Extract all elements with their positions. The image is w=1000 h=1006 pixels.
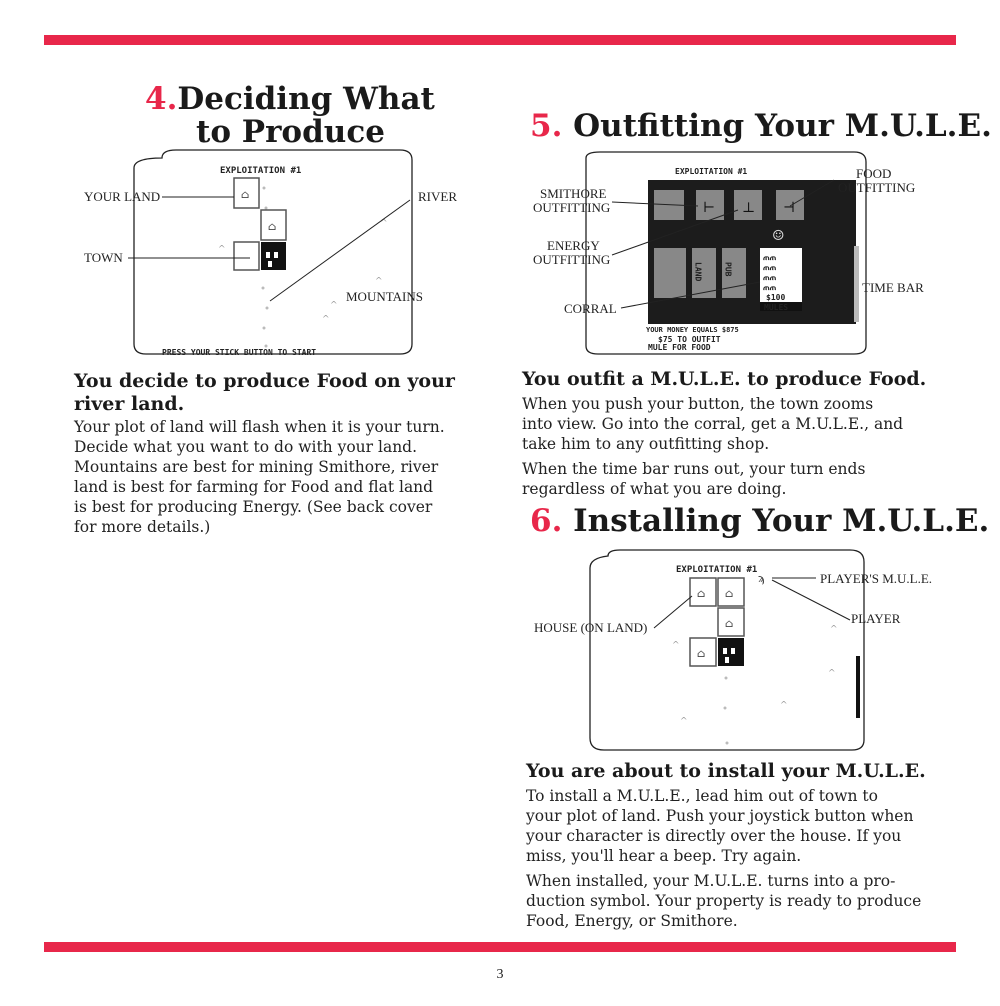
label-smithore: SMITHORE <box>540 186 607 201</box>
bottom-rule <box>44 942 956 952</box>
section-5-subheading: You outfit a M.U.L.E. to produce Food. <box>522 368 927 390</box>
body-line: To install a M.U.L.E., lead him out of town to <box>526 787 878 805</box>
screen-outfitting-header: EXPLOITATION #1 <box>675 167 748 176</box>
land-shop-label: LAND <box>693 262 703 282</box>
body-line: Decide what you want to do with your land. <box>74 438 418 456</box>
player-icon: ☺ <box>772 228 785 244</box>
house-icon: ⌂ <box>241 188 250 201</box>
label-time-bar: TIME BAR <box>862 280 924 295</box>
house-icon: ⌂ <box>697 647 706 660</box>
label-town: TOWN <box>84 250 123 265</box>
section-5-para2 <box>522 459 942 499</box>
screen-deciding-header: EXPLOITATION #1 <box>220 166 302 176</box>
section-4-title-line2: to Produce <box>196 114 385 150</box>
outfitting-labels <box>520 150 940 360</box>
body-line: When the time bar runs out, your turn ends <box>522 460 866 478</box>
section-6-title-text: Installing Your M.U.L.E. <box>573 503 990 539</box>
section-5-title <box>530 108 992 144</box>
body-line: take him to any outfitting shop. <box>522 435 770 453</box>
pub-label: PUB <box>723 262 733 277</box>
deciding-labels <box>0 148 470 360</box>
body-line: Mountains are best for mining Smithore, river <box>74 458 439 476</box>
body-line: Food, Energy, or Smithore. <box>526 912 738 930</box>
screen-money: YOUR MONEY EQUALS $875 <box>646 326 739 334</box>
label-your-land: YOUR LAND <box>84 189 161 204</box>
section-6-title <box>530 503 990 539</box>
svg-text:^: ^ <box>828 669 836 679</box>
smithore-icon: ⊢ <box>703 200 716 216</box>
section-4-body <box>74 417 474 537</box>
corral-price: $100 <box>766 293 786 302</box>
svg-text:^: ^ <box>780 701 788 711</box>
section-6-body <box>526 786 946 936</box>
label-player: PLAYER <box>851 611 901 626</box>
body-line: your plot of land. Push your joystick button when <box>526 807 914 825</box>
label-players-mule: PLAYER'S M.U.L.E. <box>820 571 933 586</box>
section-6-para1 <box>526 786 946 866</box>
food-icon: ⊣ <box>783 200 796 216</box>
body-line: regardless of what you are doing. <box>522 480 787 498</box>
energy-icon: ⊥ <box>742 200 756 216</box>
house-icon: ⌂ <box>725 587 734 600</box>
label-energy-outfitting: OUTFITTING <box>533 252 611 267</box>
label-food-outfitting: OUTFITTING <box>838 180 916 195</box>
svg-text:^: ^ <box>218 245 226 255</box>
svg-text:ጠጠ: ጠጠ <box>763 273 777 282</box>
section-4-number: 4. <box>145 81 178 117</box>
page-number: 3 <box>496 967 504 982</box>
house-icon: ⌂ <box>268 220 277 233</box>
svg-text:^: ^ <box>330 301 338 311</box>
body-line: your character is directly over the house. If you <box>526 827 902 845</box>
top-rule <box>44 35 956 45</box>
svg-text:ጠጠ: ጠጠ <box>763 263 777 272</box>
svg-text:^: ^ <box>672 641 680 651</box>
section-5-para1 <box>522 394 942 454</box>
section-5-title-text: Outfitting Your M.U.L.E. <box>573 108 992 144</box>
screen-mule-food: MULE FOR FOOD <box>648 343 711 352</box>
label-corral: CORRAL <box>564 301 617 316</box>
section-4-title <box>145 81 435 117</box>
svg-text:ጠጠ: ጠጠ <box>763 253 777 262</box>
label-house: HOUSE (ON LAND) <box>534 620 648 635</box>
screen-installing-header: EXPLOITATION #1 <box>676 565 758 575</box>
svg-text:^: ^ <box>322 315 330 325</box>
players-mule-icon: ϡ <box>758 572 765 585</box>
body-line: When installed, your M.U.L.E. turns into a pro- <box>526 872 896 890</box>
corral-mules-label: MULES <box>764 303 789 312</box>
label-energy: ENERGY <box>547 238 600 253</box>
subheading-line: river land. <box>74 393 185 415</box>
section-6-para2 <box>526 871 946 931</box>
svg-text:ጠጠ: ጠጠ <box>763 283 777 292</box>
installing-labels <box>520 548 940 756</box>
label-smithore-outfitting: OUTFITTING <box>533 200 611 215</box>
section-6-number: 6. <box>530 503 563 539</box>
svg-text:^: ^ <box>375 277 383 287</box>
subheading-line: You decide to produce Food on your <box>74 370 455 392</box>
label-river: RIVER <box>418 189 457 204</box>
section-6-subheading: You are about to install your M.U.L.E. <box>526 760 926 782</box>
section-5-body <box>522 394 942 504</box>
body-line: into view. Go into the corral, get a M.U.L.E., and <box>522 415 904 433</box>
section-4-title-line1: Deciding What <box>177 81 435 117</box>
body-line: miss, you'll hear a beep. Try again. <box>526 847 802 865</box>
body-line: for more details.) <box>74 518 211 536</box>
house-icon: ⌂ <box>725 617 734 630</box>
label-mountains: MOUNTAINS <box>346 289 423 304</box>
body-line: When you push your button, the town zooms <box>522 395 874 413</box>
section-4-subheading <box>74 370 455 416</box>
section-5-number: 5. <box>530 108 563 144</box>
house-icon: ⌂ <box>697 587 706 600</box>
body-line: duction symbol. Your property is ready to produce <box>526 892 922 910</box>
label-food: FOOD <box>856 166 892 181</box>
body-line: land is best for farming for Food and flat land <box>74 478 434 496</box>
svg-text:^: ^ <box>680 717 688 727</box>
screen-deciding-footer: PRESS YOUR STICK BUTTON TO START <box>162 348 317 357</box>
screen-cost: $75 TO OUTFIT <box>658 335 721 344</box>
body-line: is best for producing Energy. (See back cover <box>74 498 433 516</box>
body-line: Your plot of land will flash when it is your turn. <box>74 418 445 436</box>
svg-text:^: ^ <box>830 625 838 635</box>
svg-text:^: ^ <box>380 219 388 229</box>
